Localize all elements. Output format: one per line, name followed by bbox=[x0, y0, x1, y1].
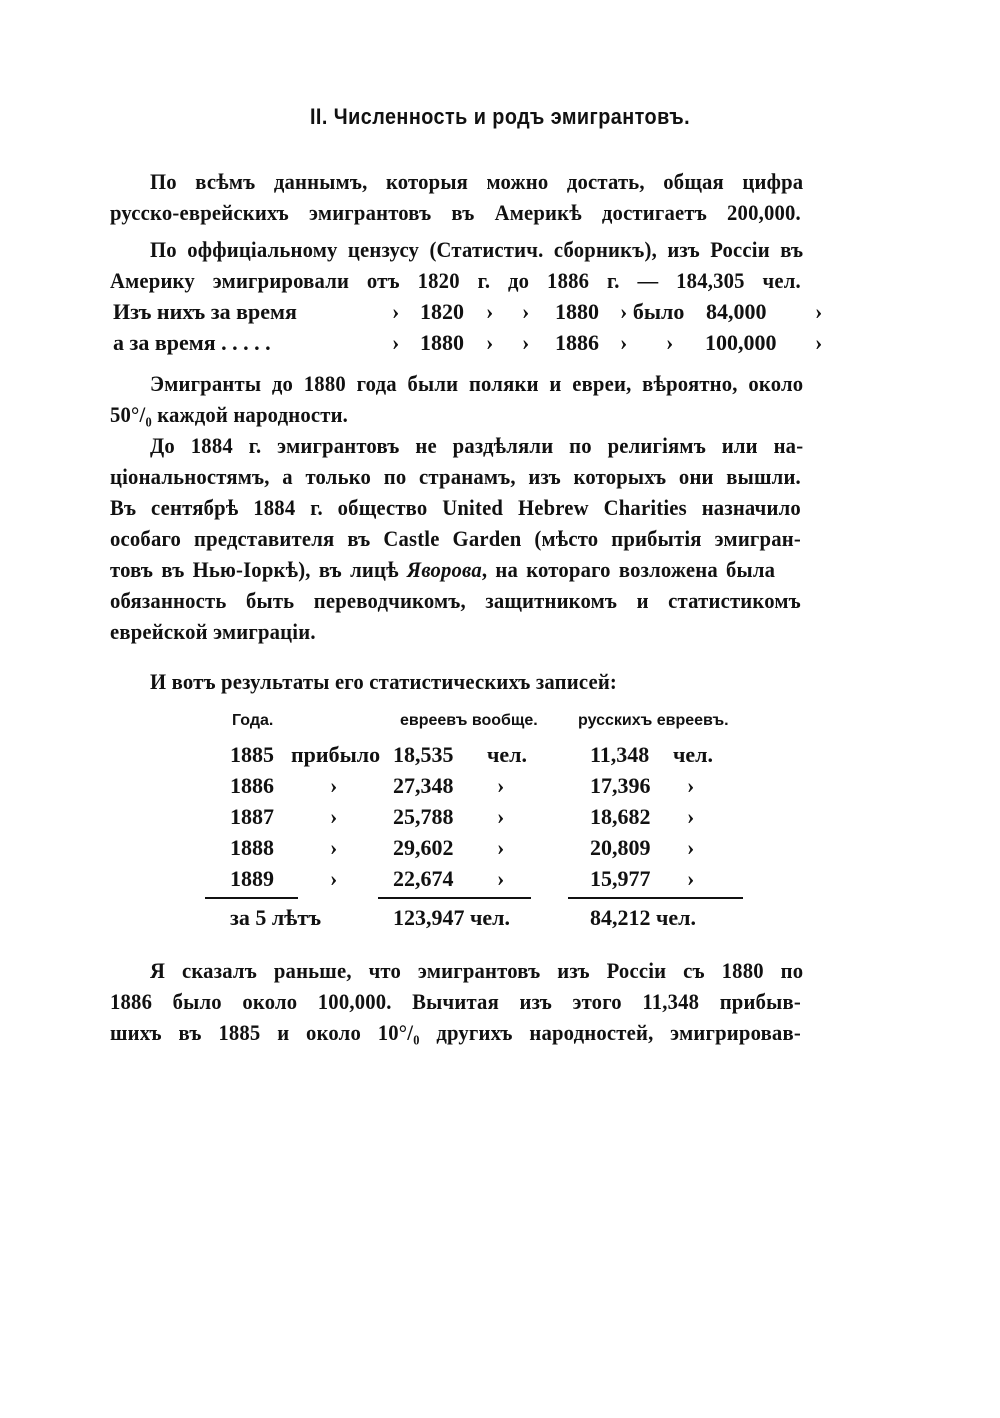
text-line: ціональностямъ, а только по странамъ, изъ которыхъ они вышли. bbox=[110, 464, 801, 489]
cell-year: 1886 bbox=[230, 773, 274, 798]
census-from: 1820 bbox=[420, 299, 464, 324]
text-line: 1886 было около 100,000. Вычитая изъ этого 11,348 прибыв- bbox=[110, 989, 801, 1014]
cell-russian: 15,977 bbox=[590, 866, 651, 891]
cell-russian-unit: › bbox=[687, 866, 695, 891]
table-intro: И вотъ результаты его статистическихъ записей: bbox=[150, 669, 618, 694]
text-line: Я сказалъ раньше, что эмигрантовъ изъ Россіи съ 1880 по bbox=[150, 958, 804, 983]
header-year: Года. bbox=[232, 712, 274, 729]
section-title: II. Численность и родъ эмигрантовъ. bbox=[309, 104, 691, 129]
cell-russian-unit: чел. bbox=[673, 742, 714, 767]
ditto-mark: › bbox=[522, 330, 530, 355]
text-span: товъ въ Нью-Іоркѣ), въ лицѣ bbox=[110, 557, 407, 582]
ditto-mark: › bbox=[620, 330, 628, 355]
ditto-mark: › bbox=[815, 299, 823, 324]
cell-mark: › bbox=[330, 804, 338, 829]
text-line bbox=[110, 557, 801, 583]
ditto-mark: › bbox=[666, 330, 674, 355]
cell-all-unit: чел. bbox=[487, 742, 528, 767]
cell-russian-unit: › bbox=[687, 835, 695, 860]
text-line: Эмигранты до 1880 года были поляки и евреи, вѣроятно, около bbox=[150, 371, 804, 396]
text-line: Америку эмигрировали отъ 1820 г. до 1886 г. — 184,305 чел. bbox=[110, 268, 801, 293]
cell-russian: 18,682 bbox=[590, 804, 651, 829]
census-value: 84,000 bbox=[706, 299, 767, 324]
cell-mark: › bbox=[330, 866, 338, 891]
cell-all: 22,674 bbox=[393, 866, 454, 891]
cell-all-unit: › bbox=[497, 804, 505, 829]
text-line: По всѣмъ даннымъ, которыя можно достать, общая цифра bbox=[150, 169, 804, 194]
cell-year: 1888 bbox=[230, 835, 274, 860]
cell-year: 1889 bbox=[230, 866, 274, 891]
cell-all: 29,602 bbox=[393, 835, 454, 860]
text-line: шихъ въ 1885 и около 10°/₀ другихъ народностей, эмигрировав- bbox=[110, 1020, 801, 1045]
census-to: 1886 bbox=[555, 330, 599, 355]
cell-all-unit: › bbox=[497, 773, 505, 798]
sum-rule bbox=[378, 897, 531, 899]
census-label: а за время . . . . . bbox=[113, 330, 271, 355]
cell-all-unit: › bbox=[497, 835, 505, 860]
census-label: Изъ нихъ за время bbox=[113, 299, 297, 324]
ditto-mark: › bbox=[486, 299, 494, 324]
header-all-jews: евреевъ вообще. bbox=[400, 712, 538, 729]
cell-all: 27,348 bbox=[393, 773, 454, 798]
cell-mark: прибыло bbox=[291, 742, 381, 767]
ditto-mark: › bbox=[815, 330, 823, 355]
cell-all: 25,788 bbox=[393, 804, 454, 829]
cell-mark: › bbox=[330, 773, 338, 798]
cell-russian-unit: › bbox=[687, 773, 695, 798]
census-verb: › было bbox=[620, 299, 685, 324]
text-span: , на котораго возложена была bbox=[481, 557, 776, 582]
text-line: До 1884 г. эмигрантовъ не раздѣляли по религіямъ или на- bbox=[150, 433, 804, 458]
ditto-mark: › bbox=[486, 330, 494, 355]
text-line: еврейской эмиграціи. bbox=[110, 619, 316, 644]
census-to: 1880 bbox=[555, 299, 599, 324]
total-russian: 84,212 чел. bbox=[590, 905, 697, 930]
cell-russian: 17,396 bbox=[590, 773, 651, 798]
cell-russian: 11,348 bbox=[590, 742, 650, 767]
census-from: 1880 bbox=[420, 330, 464, 355]
text-line: обязанность быть переводчикомъ, защитникомъ и статистикомъ bbox=[110, 588, 801, 613]
sum-rule bbox=[205, 897, 298, 899]
cell-all: 18,535 bbox=[393, 742, 454, 767]
cell-russian-unit: › bbox=[687, 804, 695, 829]
text-line: русско-еврейскихъ эмигрантовъ въ Америкѣ достигаетъ 200,000. bbox=[110, 200, 801, 225]
ditto-mark: › bbox=[392, 330, 400, 355]
census-value: 100,000 bbox=[705, 330, 777, 355]
ditto-mark: › bbox=[522, 299, 530, 324]
text-line: По оффиціальному цензусу (Статистич. сборникъ), изъ Россіи въ bbox=[150, 237, 804, 262]
text-line: 50°/₀ каждой народности. bbox=[110, 402, 349, 427]
total-label: за 5 лѣтъ bbox=[230, 905, 322, 930]
cell-year: 1885 bbox=[230, 742, 274, 767]
header-russian-jews: русскихъ евреевъ. bbox=[578, 712, 729, 729]
sum-rule bbox=[568, 897, 743, 899]
cell-mark: › bbox=[330, 835, 338, 860]
text-line: Въ сентябрѣ 1884 г. общество United Hebrew Charities назначило bbox=[110, 495, 801, 520]
ditto-mark: › bbox=[392, 299, 400, 324]
cell-all-unit: › bbox=[497, 866, 505, 891]
italic-name: Яворова bbox=[406, 557, 482, 582]
total-all: 123,947 чел. bbox=[393, 905, 511, 930]
cell-year: 1887 bbox=[230, 804, 274, 829]
cell-russian: 20,809 bbox=[590, 835, 651, 860]
text-line: особаго представителя въ Castle Garden (мѣсто прибытія эмигран- bbox=[110, 526, 801, 551]
